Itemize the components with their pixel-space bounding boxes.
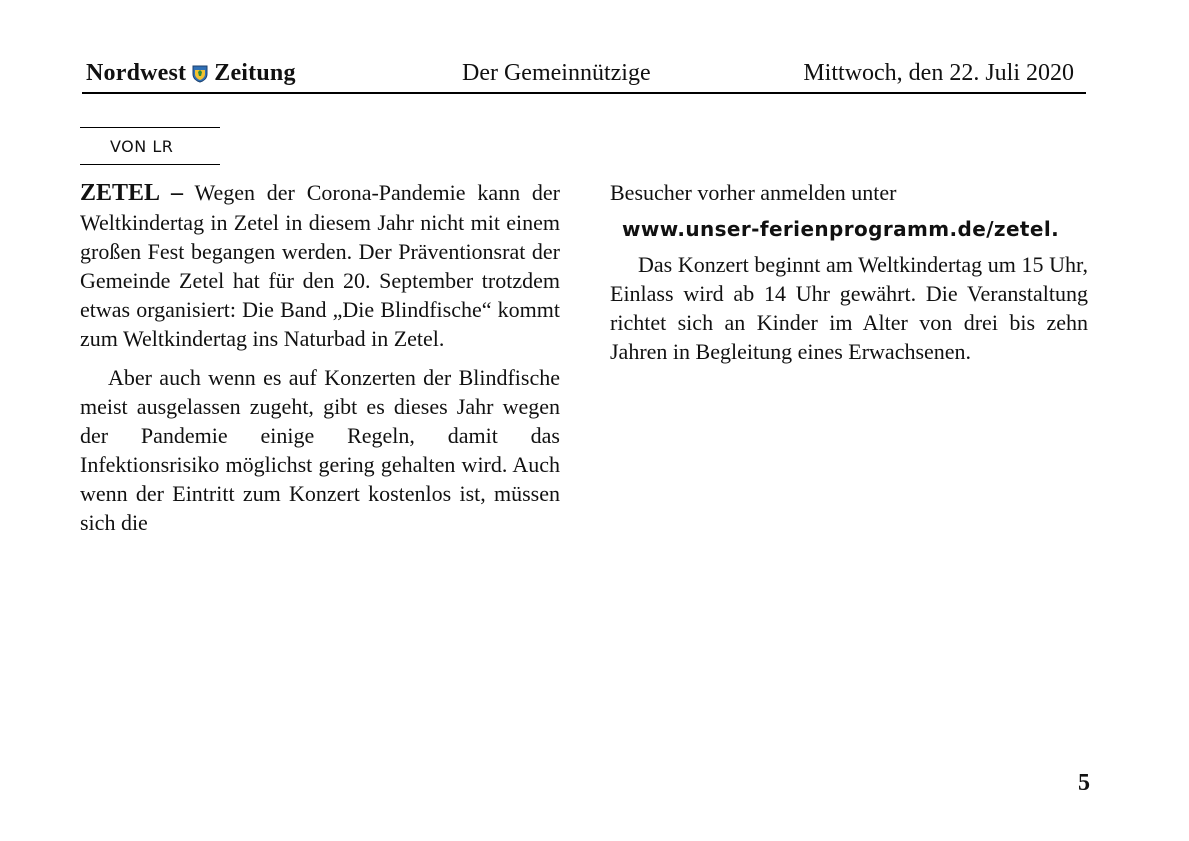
section-title: Der Gemeinnützige xyxy=(462,60,651,86)
brand-name-right: Zeitung xyxy=(214,60,296,86)
article-column-right xyxy=(610,178,1088,366)
page-header xyxy=(82,52,1086,94)
brand-name-left: Nordwest xyxy=(86,60,187,86)
issue-date: Mittwoch, den 22. Juli 2020 xyxy=(803,60,1074,86)
article-paragraph-2: Aber auch wenn es auf Konzerten der Blindfische meist ausgelassen zugeht, gibt es dieses Jahr wegen der Pandemie einige Regeln, damit das Infektionsrisiko möglichst gering gehalten wird. Auch wenn der Eintritt zum Konzert kostenlos ist, müssen sich die xyxy=(80,365,560,535)
page-number: 5 xyxy=(1078,770,1090,796)
registration-url: www.unser-ferienprogramm.de/zetel. xyxy=(622,217,1060,241)
article-paragraph-2-continued: Besucher vorher anmelden unter xyxy=(610,180,897,205)
article-paragraph-3: Das Konzert beginnt am Weltkindertag um 15 Uhr, Einlass wird ab 14 Uhr gewährt. Die Veranstaltung richtet sich an Kinder im Alter von drei bis zehn Jahren in Begleitung eines Erwachsenen. xyxy=(610,252,1088,364)
article-paragraph-1 xyxy=(80,178,560,353)
article-dateline: ZETEL – xyxy=(80,180,184,206)
author-byline: VON LR xyxy=(80,127,220,165)
newspaper-brand xyxy=(86,60,296,87)
article-column-left xyxy=(80,178,560,537)
crest-icon xyxy=(192,65,208,83)
paragraph-1-text: Wegen der Corona-Pandemie kann der Weltkindertag in Zetel in diesem Jahr nicht mit einem großen Fest begangen werden. Der Präventionsrat der Gemeinde Zetel hat für den 20. September trotzdem etwas organisiert: Die Band „Die Blindfische“ kommt zum Weltkindertag ins Naturbad in Zetel. xyxy=(80,180,561,351)
